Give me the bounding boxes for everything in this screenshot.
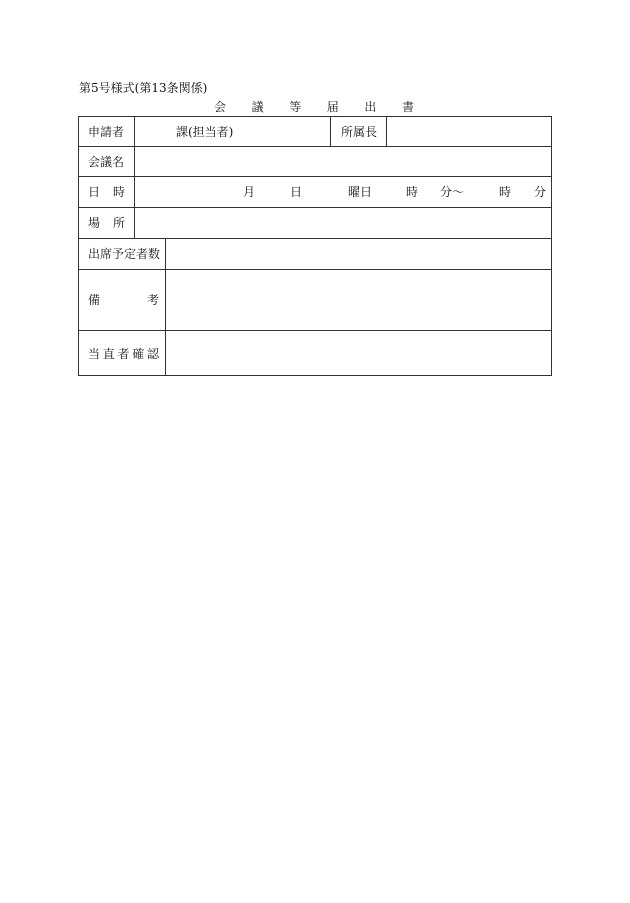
duty-check-field[interactable] [166,331,551,375]
remarks-label: 備 考 [88,293,159,307]
end-minute-label: 分 [534,185,547,199]
meeting-name-label: 会議名 [88,155,125,169]
title-char: 出 [364,100,377,114]
start-minute-label: 分～ [440,185,465,199]
day-label: 日 [290,185,303,199]
manager-field[interactable] [387,117,551,146]
attendees-field[interactable] [166,239,551,269]
title-char: 届 [326,100,339,114]
place-field[interactable] [135,208,551,238]
title-char: 会 [214,100,227,114]
attendees-label: 出席予定者数 [88,247,161,261]
datetime-label: 日 時 [88,185,125,199]
meeting-name-field[interactable] [135,147,551,176]
month-label: 月 [243,185,256,199]
place-label: 場 所 [88,216,125,230]
title-char: 議 [251,100,264,114]
form-title [214,99,414,115]
dept-person-label: 課(担当者) [176,125,234,139]
meeting-form-table [78,116,552,376]
form-number: 第5号様式(第13条関係) [79,81,208,95]
datetime-field[interactable] [135,177,551,207]
duty-check-label: 当 直 者 確 認 [88,347,159,361]
remarks-field[interactable] [166,270,551,330]
applicant-label: 申請者 [88,125,125,139]
manager-label: 所属長 [341,125,378,139]
title-char: 書 [401,100,414,114]
title-char: 等 [289,100,302,114]
start-hour-label: 時 [406,185,419,199]
column-divider [330,117,331,147]
end-hour-label: 時 [499,185,512,199]
applicant-dept-field[interactable] [135,117,330,146]
weekday-label: 曜日 [348,185,373,199]
